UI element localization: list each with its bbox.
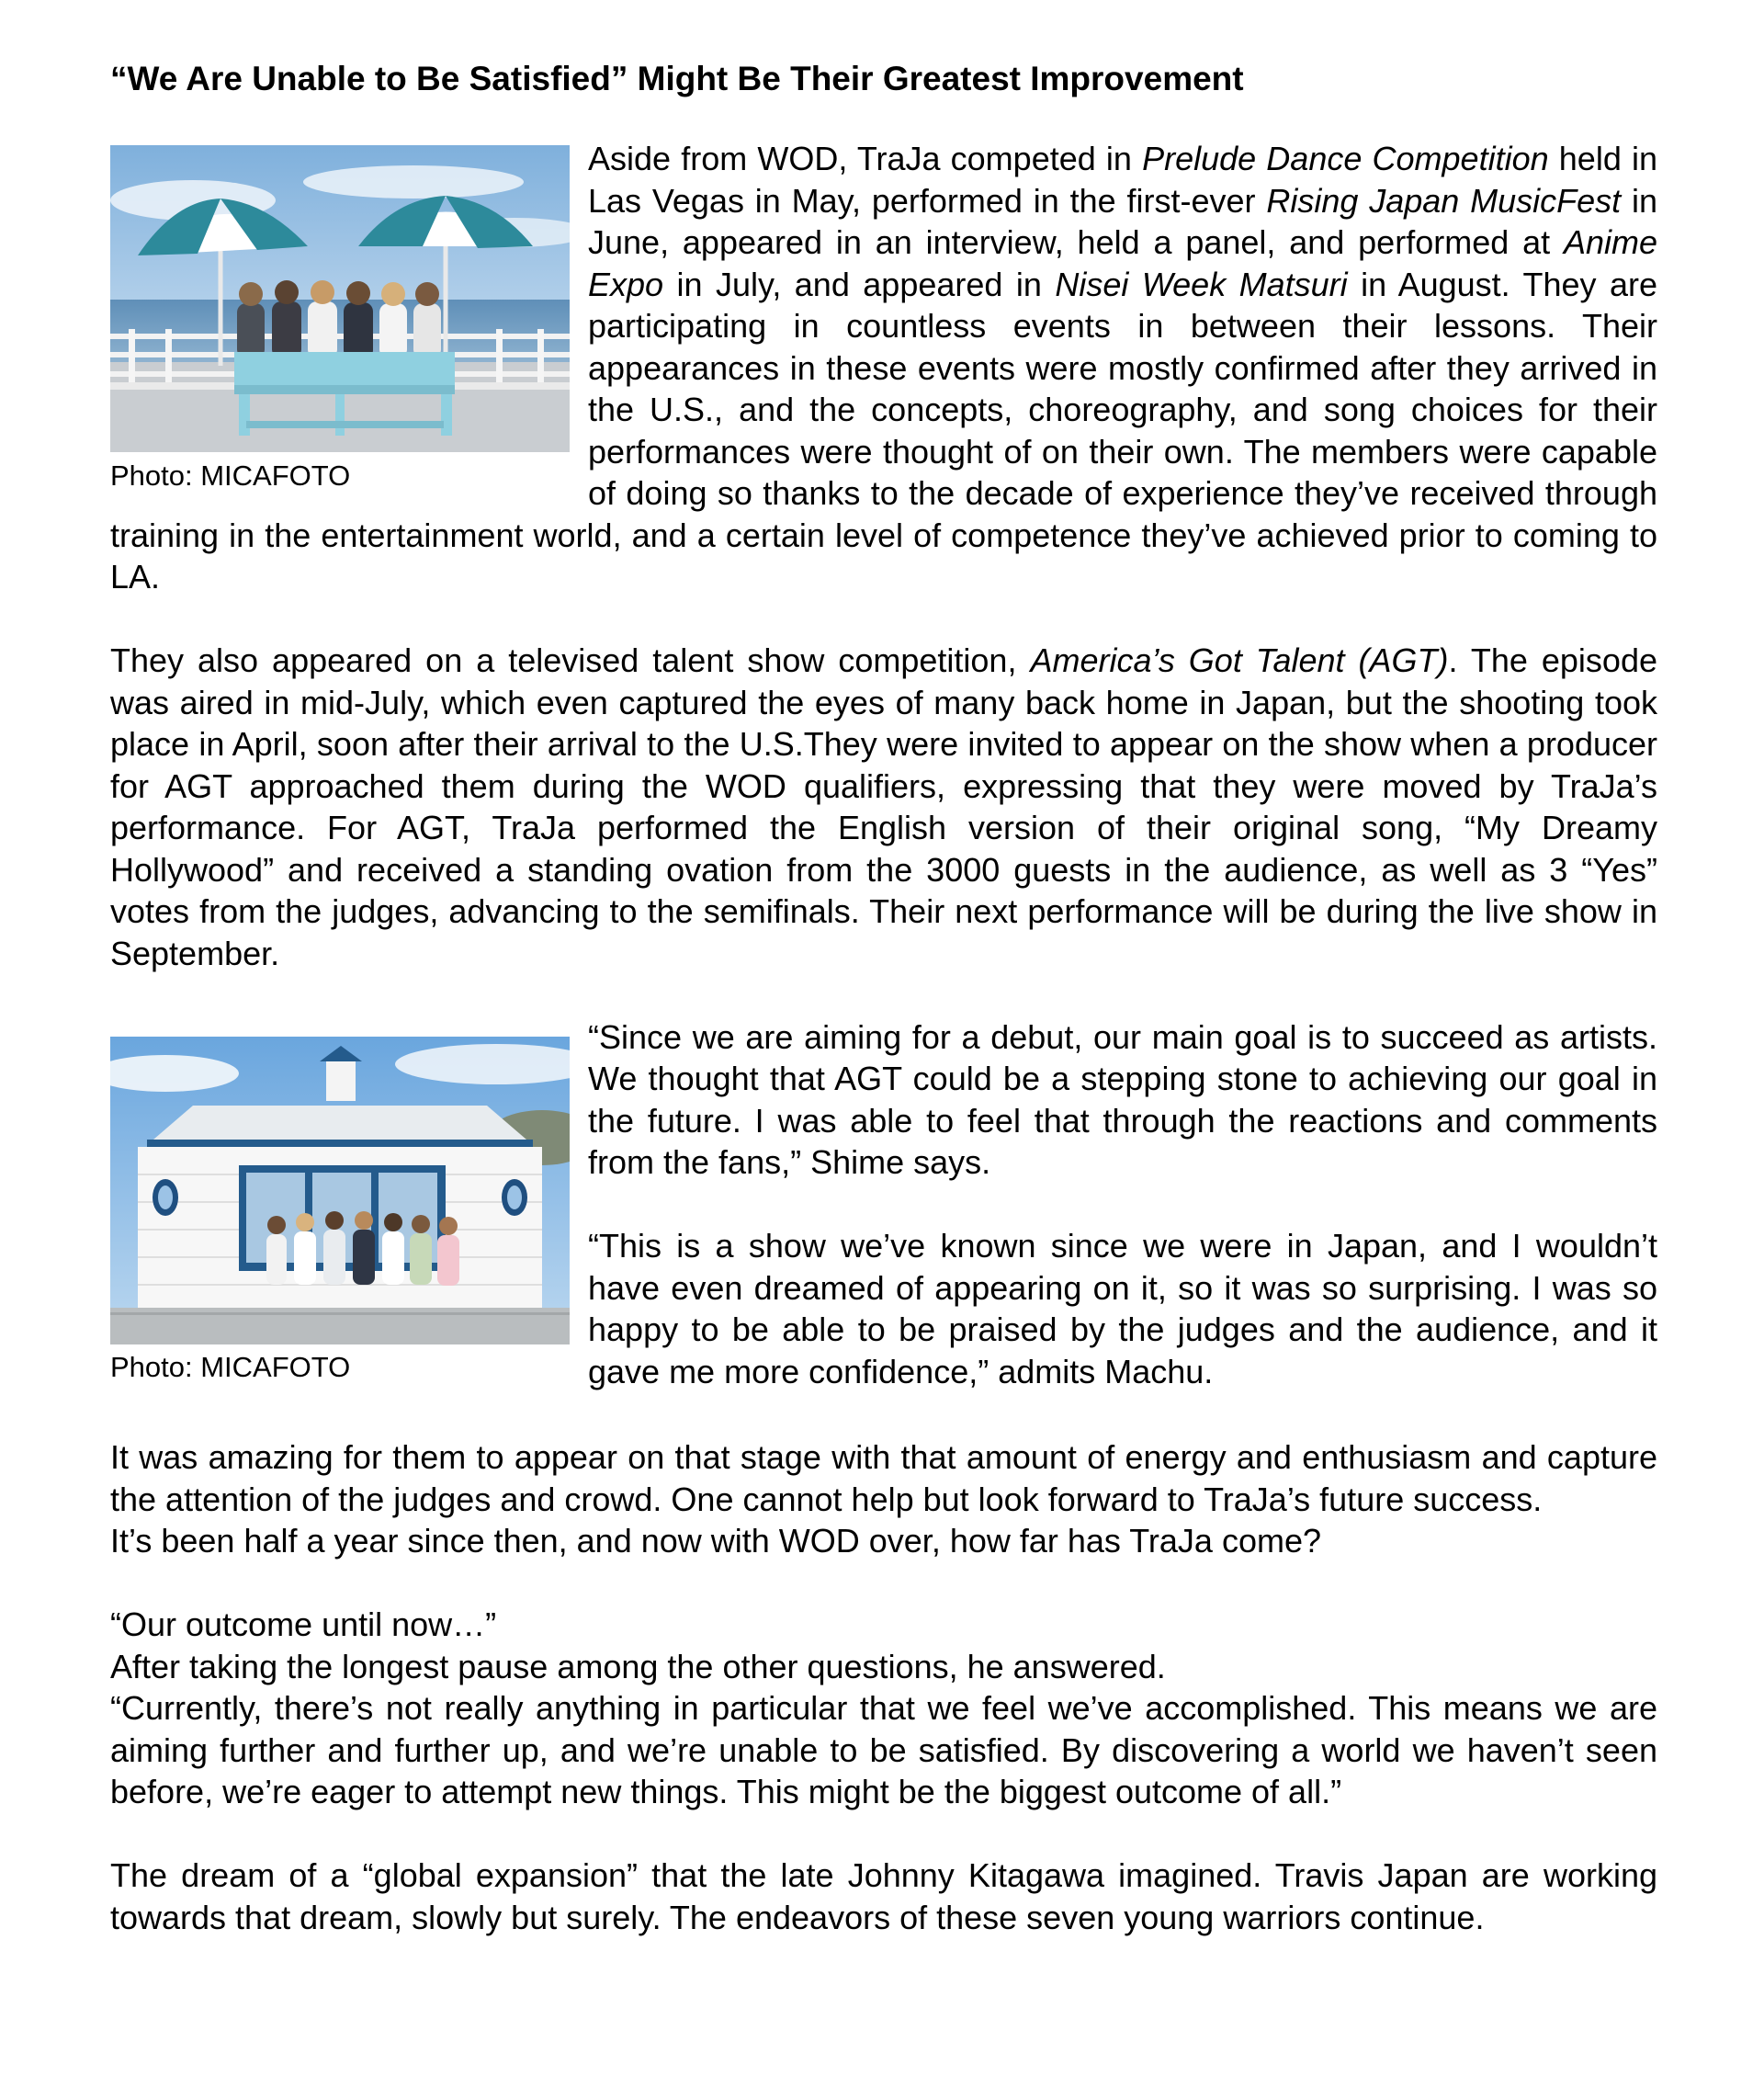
paragraph-shime-quote: “Since we are aiming for a debut, our main goal is to succeed as artists. We thought that AGT could be a stepping stone to achieving our goal in the future. I was able to feel that through the reactions and comments from the fans,” Shime says. xyxy=(588,1017,1657,1181)
paragraph-amazing: It was amazing for them to appear on that stage with that amount of energy and enthusiasm and capture the attention of the judges and crowd. One cannot help but look forward to TraJa’s future success. xyxy=(110,1438,1657,1518)
photo-figure-beach-house xyxy=(110,1024,570,1386)
article xyxy=(110,57,1657,1938)
photo-group-at-beach-house xyxy=(110,1037,570,1344)
paragraph-pause: After taking the longest pause among the other questions, he answered. xyxy=(110,1647,1166,1685)
photo-group-on-pier-bench xyxy=(110,145,570,452)
event-name: Anime Expo xyxy=(588,223,1657,303)
paragraph-text: in June, appeared in an interview, held a panel, and performed at xyxy=(588,181,1658,261)
photo-caption: Photo: MICAFOTO xyxy=(110,1350,351,1383)
article-title: “We Are Unable to Be Satisfied” Might Be Their Greatest Improvement xyxy=(110,60,1244,97)
event-name: Rising Japan MusicFest xyxy=(1266,181,1622,220)
paragraph-currently: “Currently, there’s not really anything in particular that we feel we’ve accomplished. This means we are aiming further and further up, and we’re unable to be satisfied. By discovering a world we haven’t seen before, we’re eager to attempt new things. This might be the biggest outcome of all.” xyxy=(110,1689,1657,1810)
paragraph-text: They also appeared on a televised talent show competition, xyxy=(110,641,1031,679)
paragraph-half-year: It’s been half a year since then, and now with WOD over, how far has TraJa come? xyxy=(110,1522,1322,1560)
paragraph-text: in July, and appeared in xyxy=(663,265,1056,303)
paragraph-spacer xyxy=(110,598,1657,641)
photo-figure-pier-benches xyxy=(110,145,570,494)
paragraph-text: held in Las Vegas in May, performed in the first-ever xyxy=(588,140,1658,220)
paragraph-text: in August. They are participating in countless events in between their lessons. Their appearances in these events were mostly confirmed after they arrived in the U.S., and the concepts, choreography, and song choices for their performances were thought of on their own. The members were capable of doing so thanks to the decade of experience they’ve received through training in the entertainment world, and a certain level of competence they’ve achieved prior to coming to LA. xyxy=(110,265,1657,596)
paragraph-text: . The episode was aired in mid-July, which even captured the eyes of many back home in Japan, but the shooting took place in April, soon after their arrival to the U.S.They were invited to appear on the show when a producer for AGT approached them during the WOD qualifiers, expressing that they were moved by TraJa’s performance. For AGT, TraJa performed the English version of their original song, “My Dreamy Hollywood” and received a standing ovation from the 3000 guests in the audience, as well as 3 “Yes” votes from the judges, advancing to the semifinals. Their next performance will be during the live show in September. xyxy=(110,641,1657,972)
paragraph-text: Aside from WOD, TraJa competed in xyxy=(588,140,1143,177)
paragraph-spacer xyxy=(110,974,1657,1016)
paragraph-spacer xyxy=(110,1562,1657,1605)
paragraph-spacer xyxy=(110,1813,1657,1855)
event-name: Nisei Week Matsuri xyxy=(1055,265,1348,303)
photo-caption: Photo: MICAFOTO xyxy=(110,459,351,492)
paragraph-dream: The dream of a “global expansion” that the late Johnny Kitagawa imagined. Travis Japan are working towards that dream, slowly but surely. The endeavors of these seven young warriors continue. xyxy=(110,1856,1657,1936)
show-name: America’s Got Talent (AGT) xyxy=(1030,641,1449,679)
paragraph-machu-quote: “This is a show we’ve known since we were in Japan, and I wouldn’t have even dreamed of appearing on it, so it was so surprising. I was so happy to be able to be praised by the judges and the audience, and it gave me more confidence,” admits Machu. xyxy=(588,1227,1657,1390)
event-name: Prelude Dance Competition xyxy=(1142,140,1549,177)
paragraph-outcome: “Our outcome until now…” xyxy=(110,1605,497,1643)
paragraph-spacer xyxy=(110,1395,1657,1437)
paragraph-agt xyxy=(110,640,1657,974)
